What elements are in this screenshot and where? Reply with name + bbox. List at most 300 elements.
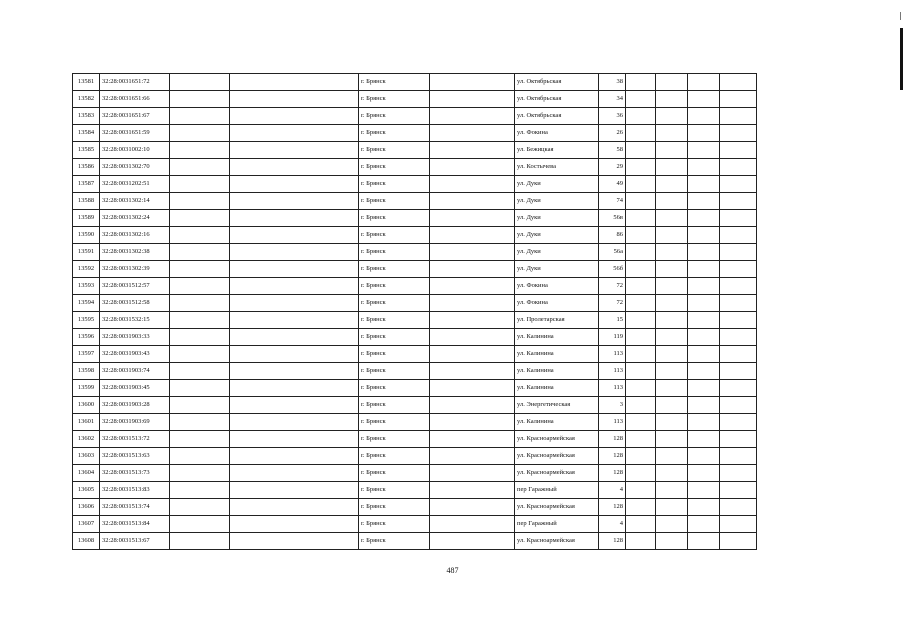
- city-cell: г. Брянск: [359, 261, 430, 278]
- city-cell: г. Брянск: [359, 159, 430, 176]
- record-number-cell: 13595: [73, 312, 100, 329]
- house-number-cell: 72: [599, 295, 626, 312]
- city-cell: г. Брянск: [359, 482, 430, 499]
- cadastral-number-cell: 32:28:0031512:57: [100, 278, 170, 295]
- empty-cell: [656, 295, 688, 312]
- empty-cell: [230, 431, 359, 448]
- empty-cell: [230, 312, 359, 329]
- empty-cell: [430, 295, 515, 312]
- house-number-cell: 15: [599, 312, 626, 329]
- empty-cell: [430, 482, 515, 499]
- empty-cell: [626, 533, 656, 550]
- table-row: [73, 346, 757, 363]
- empty-cell: [720, 380, 757, 397]
- house-number-cell: 128: [599, 431, 626, 448]
- empty-cell: [720, 465, 757, 482]
- empty-cell: [230, 465, 359, 482]
- table-row: [73, 193, 757, 210]
- empty-cell: [626, 295, 656, 312]
- empty-cell: [230, 499, 359, 516]
- empty-cell: [656, 482, 688, 499]
- empty-cell: [230, 329, 359, 346]
- empty-cell: [170, 448, 230, 465]
- empty-cell: [656, 193, 688, 210]
- cadastral-number-cell: 32:28:0031202:51: [100, 176, 170, 193]
- empty-cell: [230, 397, 359, 414]
- empty-cell: [656, 312, 688, 329]
- record-number-cell: 13596: [73, 329, 100, 346]
- empty-cell: [688, 329, 720, 346]
- empty-cell: [720, 295, 757, 312]
- street-cell: ул. Фокина: [515, 295, 599, 312]
- cadastral-number-cell: 32:28:0031002:10: [100, 142, 170, 159]
- house-number-cell: 113: [599, 363, 626, 380]
- record-number-cell: 13594: [73, 295, 100, 312]
- cadastral-number-cell: 32:28:0031302:24: [100, 210, 170, 227]
- empty-cell: [170, 380, 230, 397]
- table-row: [73, 108, 757, 125]
- empty-cell: [230, 227, 359, 244]
- empty-cell: [170, 346, 230, 363]
- empty-cell: [430, 159, 515, 176]
- empty-cell: [688, 91, 720, 108]
- street-cell: ул. Бежицкая: [515, 142, 599, 159]
- empty-cell: [170, 210, 230, 227]
- empty-cell: [720, 397, 757, 414]
- empty-cell: [688, 533, 720, 550]
- cadastral-number-cell: 32:28:0031903:45: [100, 380, 170, 397]
- table-row: [73, 74, 757, 91]
- property-table: [72, 73, 757, 550]
- empty-cell: [170, 499, 230, 516]
- empty-cell: [170, 516, 230, 533]
- table-row: [73, 244, 757, 261]
- cadastral-number-cell: 32:28:0031651:66: [100, 91, 170, 108]
- empty-cell: [230, 363, 359, 380]
- street-cell: ул. Фокина: [515, 125, 599, 142]
- empty-cell: [688, 261, 720, 278]
- city-cell: г. Брянск: [359, 210, 430, 227]
- empty-cell: [170, 108, 230, 125]
- table-row: [73, 278, 757, 295]
- record-number-cell: 13605: [73, 482, 100, 499]
- empty-cell: [656, 346, 688, 363]
- empty-cell: [688, 516, 720, 533]
- empty-cell: [170, 312, 230, 329]
- cadastral-number-cell: 32:28:0031903:43: [100, 346, 170, 363]
- cadastral-number-cell: 32:28:0031513:83: [100, 482, 170, 499]
- empty-cell: [430, 380, 515, 397]
- empty-cell: [720, 499, 757, 516]
- empty-cell: [230, 261, 359, 278]
- city-cell: г. Брянск: [359, 108, 430, 125]
- empty-cell: [656, 431, 688, 448]
- empty-cell: [170, 125, 230, 142]
- house-number-cell: 113: [599, 414, 626, 431]
- empty-cell: [170, 465, 230, 482]
- empty-cell: [720, 108, 757, 125]
- table-row: [73, 397, 757, 414]
- empty-cell: [656, 499, 688, 516]
- cadastral-number-cell: 32:28:0031513:74: [100, 499, 170, 516]
- record-number-cell: 13589: [73, 210, 100, 227]
- table-row: [73, 91, 757, 108]
- empty-cell: [230, 533, 359, 550]
- cadastral-number-cell: 32:28:0031903:74: [100, 363, 170, 380]
- empty-cell: [430, 74, 515, 91]
- empty-cell: [720, 125, 757, 142]
- empty-cell: [688, 210, 720, 227]
- house-number-cell: 26: [599, 125, 626, 142]
- empty-cell: [230, 74, 359, 91]
- empty-cell: [230, 482, 359, 499]
- empty-cell: [430, 142, 515, 159]
- record-number-cell: 13590: [73, 227, 100, 244]
- table-row: [73, 448, 757, 465]
- empty-cell: [626, 380, 656, 397]
- empty-cell: [720, 244, 757, 261]
- empty-cell: [170, 91, 230, 108]
- empty-cell: [656, 176, 688, 193]
- city-cell: г. Брянск: [359, 533, 430, 550]
- empty-cell: [170, 397, 230, 414]
- empty-cell: [430, 397, 515, 414]
- empty-cell: [656, 261, 688, 278]
- empty-cell: [170, 193, 230, 210]
- empty-cell: [430, 499, 515, 516]
- cadastral-number-cell: 32:28:0031302:39: [100, 261, 170, 278]
- empty-cell: [626, 363, 656, 380]
- city-cell: г. Брянск: [359, 125, 430, 142]
- table-row: [73, 482, 757, 499]
- empty-cell: [626, 346, 656, 363]
- empty-cell: [720, 346, 757, 363]
- table-row: [73, 142, 757, 159]
- house-number-cell: 128: [599, 499, 626, 516]
- empty-cell: [720, 159, 757, 176]
- house-number-cell: 74: [599, 193, 626, 210]
- empty-cell: [688, 482, 720, 499]
- empty-cell: [170, 295, 230, 312]
- city-cell: г. Брянск: [359, 91, 430, 108]
- empty-cell: [720, 193, 757, 210]
- empty-cell: [230, 142, 359, 159]
- city-cell: г. Брянск: [359, 499, 430, 516]
- city-cell: г. Брянск: [359, 516, 430, 533]
- empty-cell: [230, 346, 359, 363]
- empty-cell: [688, 431, 720, 448]
- empty-cell: [230, 125, 359, 142]
- empty-cell: [230, 448, 359, 465]
- empty-cell: [430, 312, 515, 329]
- table-row: [73, 499, 757, 516]
- empty-cell: [656, 159, 688, 176]
- street-cell: ул. Красноармейская: [515, 465, 599, 482]
- empty-cell: [170, 261, 230, 278]
- table-row: [73, 261, 757, 278]
- street-cell: ул. Октябрьская: [515, 74, 599, 91]
- table-row: [73, 516, 757, 533]
- empty-cell: [656, 244, 688, 261]
- empty-cell: [170, 482, 230, 499]
- empty-cell: [626, 159, 656, 176]
- city-cell: г. Брянск: [359, 176, 430, 193]
- empty-cell: [688, 278, 720, 295]
- cadastral-number-cell: 32:28:0031513:84: [100, 516, 170, 533]
- street-cell: ул. Красноармейская: [515, 533, 599, 550]
- record-number-cell: 13597: [73, 346, 100, 363]
- city-cell: г. Брянск: [359, 346, 430, 363]
- property-table-container: [72, 73, 757, 550]
- table-body: [73, 74, 757, 550]
- empty-cell: [430, 448, 515, 465]
- house-number-cell: 56а: [599, 244, 626, 261]
- table-row: [73, 227, 757, 244]
- empty-cell: [656, 397, 688, 414]
- empty-cell: [656, 465, 688, 482]
- table-row: [73, 380, 757, 397]
- empty-cell: [230, 210, 359, 227]
- empty-cell: [230, 193, 359, 210]
- record-number-cell: 13584: [73, 125, 100, 142]
- empty-cell: [656, 210, 688, 227]
- cadastral-number-cell: 32:28:0031302:70: [100, 159, 170, 176]
- empty-cell: [430, 431, 515, 448]
- empty-cell: [626, 278, 656, 295]
- house-number-cell: 38: [599, 74, 626, 91]
- empty-cell: [230, 516, 359, 533]
- empty-cell: [626, 108, 656, 125]
- empty-cell: [170, 176, 230, 193]
- house-number-cell: 86: [599, 227, 626, 244]
- table-row: [73, 176, 757, 193]
- empty-cell: [720, 414, 757, 431]
- empty-cell: [720, 363, 757, 380]
- record-number-cell: 13601: [73, 414, 100, 431]
- table-row: [73, 533, 757, 550]
- street-cell: ул. Калинина: [515, 329, 599, 346]
- cadastral-number-cell: 32:28:0031302:38: [100, 244, 170, 261]
- empty-cell: [626, 74, 656, 91]
- cadastral-number-cell: 32:28:0031513:73: [100, 465, 170, 482]
- empty-cell: [688, 312, 720, 329]
- street-cell: ул. Энергетическая: [515, 397, 599, 414]
- street-cell: ул. Фокина: [515, 278, 599, 295]
- empty-cell: [656, 74, 688, 91]
- house-number-cell: 56в: [599, 210, 626, 227]
- record-number-cell: 13588: [73, 193, 100, 210]
- table-row: [73, 210, 757, 227]
- empty-cell: [688, 295, 720, 312]
- empty-cell: [720, 210, 757, 227]
- street-cell: ул. Дуки: [515, 176, 599, 193]
- record-number-cell: 13582: [73, 91, 100, 108]
- record-number-cell: 13599: [73, 380, 100, 397]
- city-cell: г. Брянск: [359, 329, 430, 346]
- empty-cell: [656, 414, 688, 431]
- empty-cell: [170, 142, 230, 159]
- empty-cell: [430, 516, 515, 533]
- street-cell: ул. Октябрьская: [515, 108, 599, 125]
- empty-cell: [430, 227, 515, 244]
- empty-cell: [430, 125, 515, 142]
- empty-cell: [688, 227, 720, 244]
- empty-cell: [626, 448, 656, 465]
- city-cell: г. Брянск: [359, 465, 430, 482]
- house-number-cell: 4: [599, 482, 626, 499]
- empty-cell: [720, 74, 757, 91]
- record-number-cell: 13602: [73, 431, 100, 448]
- city-cell: г. Брянск: [359, 193, 430, 210]
- empty-cell: [656, 142, 688, 159]
- empty-cell: [230, 414, 359, 431]
- city-cell: г. Брянск: [359, 74, 430, 91]
- empty-cell: [688, 244, 720, 261]
- record-number-cell: 13598: [73, 363, 100, 380]
- empty-cell: [688, 193, 720, 210]
- empty-cell: [430, 465, 515, 482]
- record-number-cell: 13600: [73, 397, 100, 414]
- record-number-cell: 13603: [73, 448, 100, 465]
- empty-cell: [170, 533, 230, 550]
- empty-cell: [720, 91, 757, 108]
- empty-cell: [230, 244, 359, 261]
- city-cell: г. Брянск: [359, 414, 430, 431]
- cadastral-number-cell: 32:28:0031651:59: [100, 125, 170, 142]
- street-cell: ул. Дуки: [515, 261, 599, 278]
- empty-cell: [656, 329, 688, 346]
- empty-cell: [430, 244, 515, 261]
- cadastral-number-cell: 32:28:0031302:16: [100, 227, 170, 244]
- empty-cell: [626, 125, 656, 142]
- empty-cell: [720, 329, 757, 346]
- empty-cell: [626, 193, 656, 210]
- empty-cell: [720, 431, 757, 448]
- empty-cell: [170, 414, 230, 431]
- empty-cell: [626, 499, 656, 516]
- empty-cell: [170, 431, 230, 448]
- street-cell: ул. Калинина: [515, 414, 599, 431]
- house-number-cell: 72: [599, 278, 626, 295]
- city-cell: г. Брянск: [359, 448, 430, 465]
- empty-cell: [430, 414, 515, 431]
- empty-cell: [656, 533, 688, 550]
- empty-cell: [430, 108, 515, 125]
- scan-edge-bar: [900, 28, 903, 90]
- table-row: [73, 312, 757, 329]
- record-number-cell: 13607: [73, 516, 100, 533]
- record-number-cell: 13586: [73, 159, 100, 176]
- street-cell: ул. Красноармейская: [515, 499, 599, 516]
- street-cell: ул. Калинина: [515, 380, 599, 397]
- city-cell: г. Брянск: [359, 363, 430, 380]
- street-cell: ул. Дуки: [515, 227, 599, 244]
- empty-cell: [430, 278, 515, 295]
- cadastral-number-cell: 32:28:0031302:14: [100, 193, 170, 210]
- empty-cell: [688, 448, 720, 465]
- empty-cell: [656, 363, 688, 380]
- empty-cell: [230, 176, 359, 193]
- city-cell: г. Брянск: [359, 397, 430, 414]
- empty-cell: [688, 363, 720, 380]
- cadastral-number-cell: 32:28:0031903:69: [100, 414, 170, 431]
- empty-cell: [688, 397, 720, 414]
- empty-cell: [230, 295, 359, 312]
- empty-cell: [230, 380, 359, 397]
- empty-cell: [720, 312, 757, 329]
- table-row: [73, 363, 757, 380]
- empty-cell: [430, 261, 515, 278]
- record-number-cell: 13592: [73, 261, 100, 278]
- empty-cell: [688, 346, 720, 363]
- street-cell: пер Гаражный: [515, 482, 599, 499]
- empty-cell: [626, 91, 656, 108]
- empty-cell: [230, 159, 359, 176]
- empty-cell: [626, 414, 656, 431]
- empty-cell: [688, 499, 720, 516]
- empty-cell: [430, 91, 515, 108]
- empty-cell: [626, 482, 656, 499]
- empty-cell: [656, 278, 688, 295]
- street-cell: ул. Красноармейская: [515, 448, 599, 465]
- street-cell: ул. Дуки: [515, 244, 599, 261]
- house-number-cell: 58: [599, 142, 626, 159]
- empty-cell: [430, 176, 515, 193]
- house-number-cell: 128: [599, 533, 626, 550]
- empty-cell: [170, 329, 230, 346]
- empty-cell: [656, 516, 688, 533]
- empty-cell: [720, 533, 757, 550]
- city-cell: г. Брянск: [359, 244, 430, 261]
- empty-cell: [170, 74, 230, 91]
- city-cell: г. Брянск: [359, 295, 430, 312]
- empty-cell: [688, 125, 720, 142]
- empty-cell: [626, 329, 656, 346]
- house-number-cell: 4: [599, 516, 626, 533]
- empty-cell: [688, 74, 720, 91]
- street-cell: ул. Дуки: [515, 210, 599, 227]
- empty-cell: [720, 516, 757, 533]
- table-row: [73, 295, 757, 312]
- record-number-cell: 13581: [73, 74, 100, 91]
- table-row: [73, 465, 757, 482]
- empty-cell: [230, 91, 359, 108]
- city-cell: г. Брянск: [359, 278, 430, 295]
- empty-cell: [688, 142, 720, 159]
- record-number-cell: 13593: [73, 278, 100, 295]
- city-cell: г. Брянск: [359, 312, 430, 329]
- empty-cell: [656, 125, 688, 142]
- street-cell: ул. Калинина: [515, 346, 599, 363]
- street-cell: ул. Дуки: [515, 193, 599, 210]
- city-cell: г. Брянск: [359, 431, 430, 448]
- empty-cell: [430, 363, 515, 380]
- record-number-cell: 13608: [73, 533, 100, 550]
- record-number-cell: 13587: [73, 176, 100, 193]
- record-number-cell: 13585: [73, 142, 100, 159]
- house-number-cell: 128: [599, 448, 626, 465]
- empty-cell: [626, 244, 656, 261]
- empty-cell: [626, 431, 656, 448]
- empty-cell: [626, 261, 656, 278]
- empty-cell: [656, 91, 688, 108]
- empty-cell: [688, 380, 720, 397]
- empty-cell: [688, 108, 720, 125]
- empty-cell: [656, 108, 688, 125]
- table-row: [73, 414, 757, 431]
- house-number-cell: 49: [599, 176, 626, 193]
- empty-cell: [170, 278, 230, 295]
